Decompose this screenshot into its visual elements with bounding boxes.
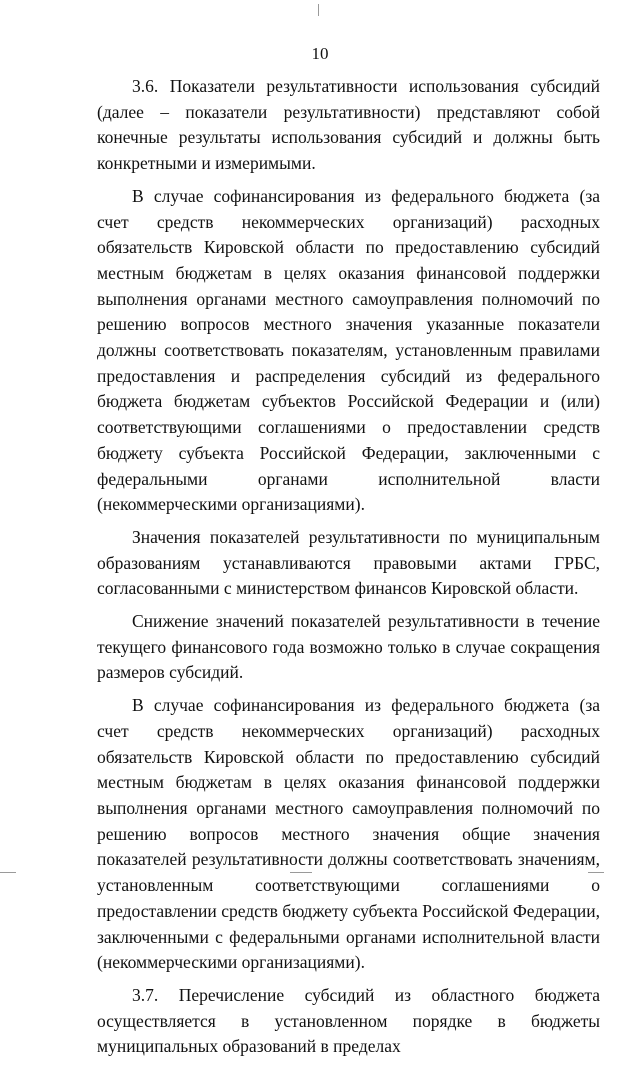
paragraph-indicator-values: Значения показателей результативности по муниципальным образованиям устанавливаются правовыми актами ГРБС, согласованными с министерством финансов Кировской области. bbox=[97, 526, 600, 599]
scan-mark-top bbox=[318, 4, 319, 16]
scan-mark-bottom-right bbox=[588, 872, 604, 873]
paragraph-indicator-reduction: Снижение значений показателей результативности в течение текущего финансового года возможно только в случае сокращения размеров субсидий. bbox=[97, 611, 600, 683]
scan-mark-bottom-center bbox=[290, 872, 312, 873]
paragraph-cofinancing-indicators: В случае софинансирования из федерального бюджета (за счет средств некоммерческих организаций) расходных обязательств Кировской области по предоставлению субсидий местным бюджетам в целях оказания финансовой поддержки выполнения органами местного самоуправления полномочий по решению вопросов местного значения указанные показатели должны соответствовать показателям, установленным правилами предоставления и распределения субсидий из федерального бюджета бюджетам субъектов Российской Федерации и (или) соответствующими соглашениями о предоставлении средств бюджету субъекта Российской Федерации, заключенными с федеральными органами исполнительной власти (некоммерческими организациями). bbox=[97, 185, 600, 515]
scan-mark-bottom-left bbox=[0, 872, 16, 873]
paragraph-cofinancing-general-values: В случае софинансирования из федерального бюджета (за счет средств некоммерческих организаций) расходных обязательств Кировской области по предоставлению субсидий местным бюджетам в целях оказания финансовой поддержки выполнения органами местного самоуправления полномочий по решению вопросов местного значения общие значения показателей результативности должны соответствовать значениям, установленным соответствующими соглашениями о предоставлении средств бюджету субъекта Российской Федерации, заключенными с федеральными органами исполнительной власти (некоммерческими организациями). bbox=[97, 695, 600, 973]
paragraph-3-6: 3.6. Показатели результативности использования субсидий (далее – показатели результативности) представляют собой конечные результаты использования субсидий и должны быть конкретными и измеримыми. bbox=[97, 76, 600, 174]
page-number: 10 bbox=[311, 44, 329, 63]
document-body bbox=[97, 74, 600, 1067]
paragraph-3-7: 3.7. Перечисление субсидий из областного бюджета осуществляется в установленном порядке в бюджеты муниципальных образований в пределах bbox=[97, 984, 600, 1057]
